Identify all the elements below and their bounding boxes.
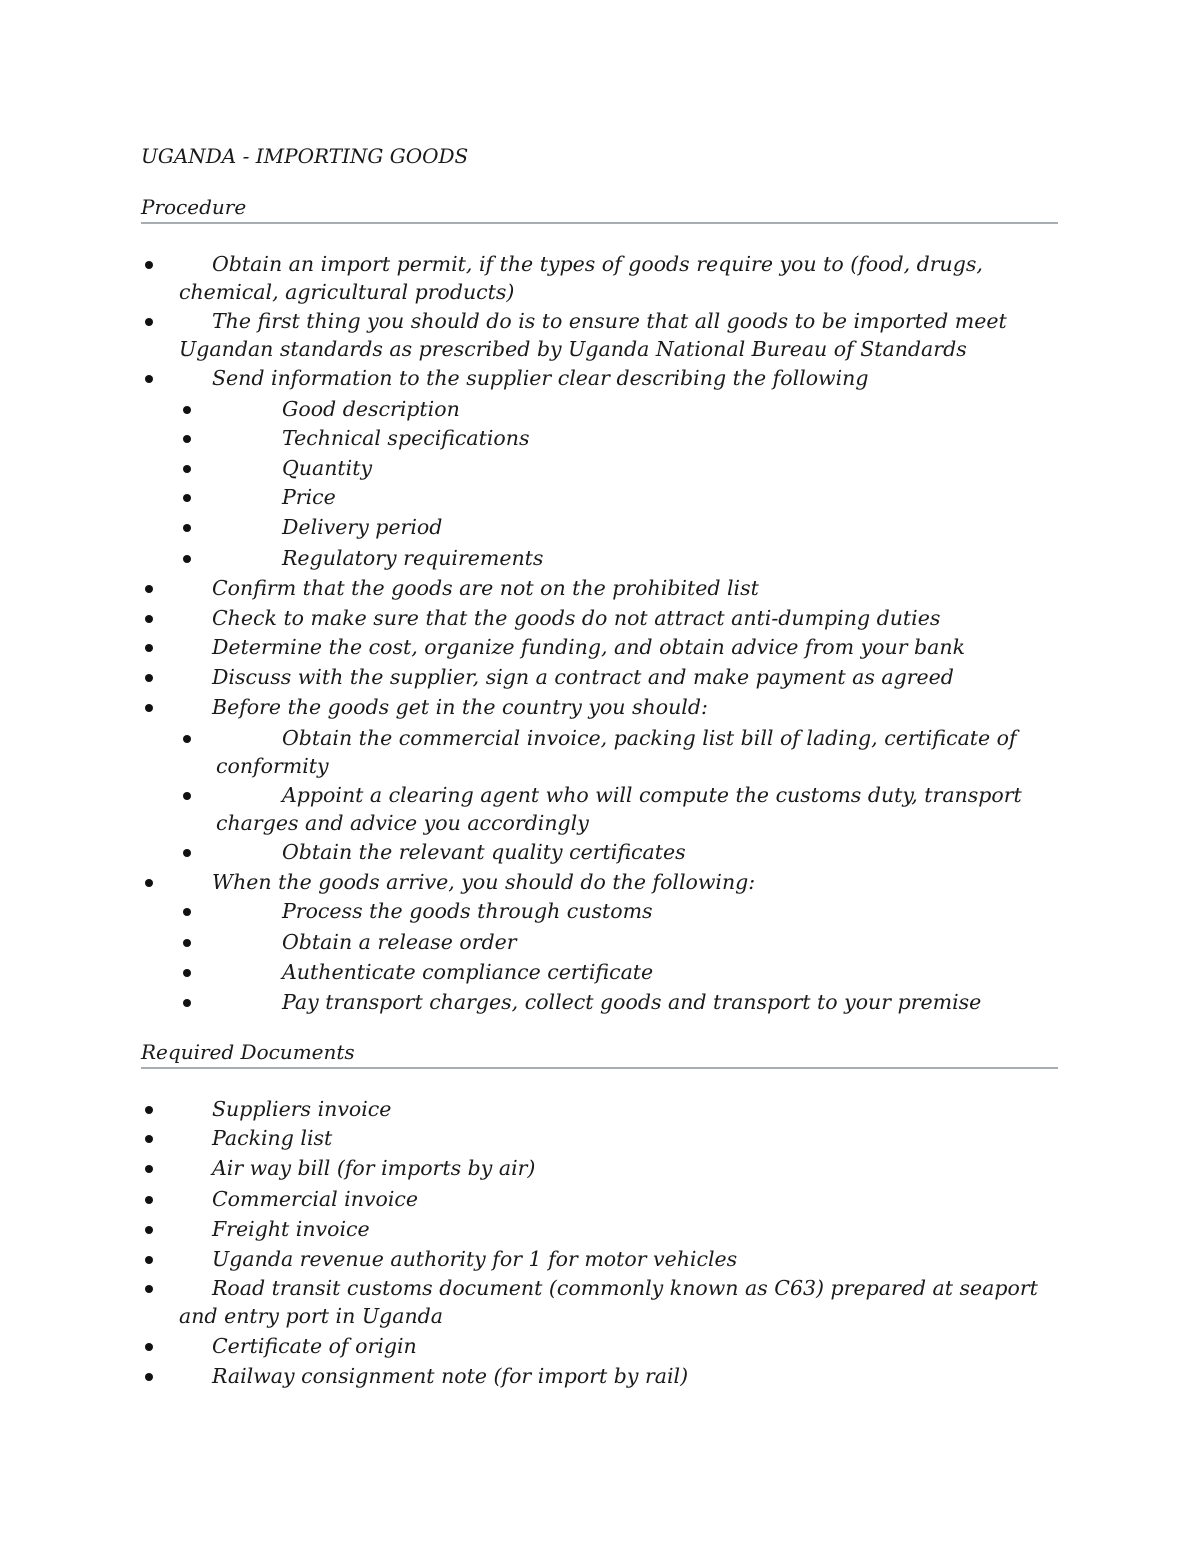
bullet-icon bbox=[145, 704, 153, 712]
list-item: Obtain a release order bbox=[216, 928, 1061, 956]
bullet-icon bbox=[145, 615, 153, 623]
document-title: UGANDA - IMPORTING GOODS bbox=[141, 144, 469, 168]
bullet-icon bbox=[145, 644, 153, 652]
bullet-icon bbox=[183, 494, 191, 502]
bullet-icon bbox=[183, 849, 191, 857]
list-item: The first thing you should do is to ensure that all goods to be imported meet Ugandan standards as prescribed by Uganda National Bureau of Standards bbox=[179, 307, 1059, 363]
bullet-icon bbox=[183, 969, 191, 977]
bullet-icon bbox=[145, 1165, 153, 1173]
bullet-icon bbox=[145, 375, 153, 383]
list-item: Regulatory requirements bbox=[216, 544, 1061, 572]
list-item: Obtain the relevant quality certificates bbox=[216, 838, 1061, 866]
list-item: Process the goods through customs bbox=[216, 897, 1061, 925]
list-item: Railway consignment note (for import by rail) bbox=[179, 1362, 1059, 1390]
bullet-icon bbox=[183, 939, 191, 947]
list-item: Delivery period bbox=[216, 513, 1061, 541]
list-item: Good description bbox=[216, 395, 1061, 423]
bullet-icon bbox=[145, 1256, 153, 1264]
bullet-icon bbox=[145, 879, 153, 887]
bullet-icon bbox=[145, 1343, 153, 1351]
bullet-icon bbox=[145, 1226, 153, 1234]
bullet-icon bbox=[145, 1373, 153, 1381]
bullet-icon bbox=[145, 1135, 153, 1143]
bullet-icon bbox=[183, 735, 191, 743]
list-item: Determine the cost, organize funding, and obtain advice from your bank bbox=[179, 633, 1059, 661]
bullet-icon bbox=[145, 1196, 153, 1204]
list-item: Freight invoice bbox=[179, 1215, 1059, 1243]
bullet-icon bbox=[145, 585, 153, 593]
bullet-icon bbox=[145, 1285, 153, 1293]
list-item: Discuss with the supplier, sign a contract and make payment as agreed bbox=[179, 663, 1059, 691]
list-item: Check to make sure that the goods do not attract anti-dumping duties bbox=[179, 604, 1059, 632]
list-item: Price bbox=[216, 483, 1061, 511]
list-item: Packing list bbox=[179, 1124, 1059, 1152]
list-item: Pay transport charges, collect goods and transport to your premise bbox=[216, 988, 1061, 1016]
list-item: Air way bill (for imports by air) bbox=[179, 1154, 1059, 1182]
list-item: Obtain the commercial invoice, packing list bill of lading, certificate of conformity bbox=[216, 724, 1061, 780]
list-item: Appoint a clearing agent who will compute the customs duty, transport charges and advice you accordingly bbox=[216, 781, 1061, 837]
list-item: Commercial invoice bbox=[179, 1185, 1059, 1213]
list-item: Send information to the supplier clear describing the following bbox=[179, 364, 1059, 392]
list-item: Authenticate compliance certificate bbox=[216, 958, 1061, 986]
bullet-icon bbox=[145, 674, 153, 682]
bullet-icon bbox=[183, 999, 191, 1007]
bullet-icon bbox=[183, 908, 191, 916]
bullet-icon bbox=[183, 792, 191, 800]
bullet-icon bbox=[145, 261, 153, 269]
bullet-icon bbox=[145, 318, 153, 326]
list-item: Obtain an import permit, if the types of goods require you to (food, drugs, chemical, agricultural products) bbox=[179, 250, 1059, 306]
section-heading-procedure: Procedure bbox=[141, 193, 1058, 224]
list-item: Technical specifications bbox=[216, 424, 1061, 452]
bullet-icon bbox=[183, 435, 191, 443]
list-item: Uganda revenue authority for 1 for motor vehicles bbox=[179, 1245, 1059, 1273]
list-item: Before the goods get in the country you should: bbox=[179, 693, 1059, 721]
list-item: When the goods arrive, you should do the following: bbox=[179, 868, 1059, 896]
section-heading-required-documents: Required Documents bbox=[141, 1038, 1058, 1069]
list-item: Road transit customs document (commonly known as C63) prepared at seaport and entry port in Uganda bbox=[179, 1274, 1059, 1330]
bullet-icon bbox=[183, 406, 191, 414]
list-item: Certificate of origin bbox=[179, 1332, 1059, 1360]
bullet-icon bbox=[183, 524, 191, 532]
bullet-icon bbox=[145, 1106, 153, 1114]
list-item: Quantity bbox=[216, 454, 1061, 482]
list-item: Suppliers invoice bbox=[179, 1095, 1059, 1123]
list-item: Confirm that the goods are not on the prohibited list bbox=[179, 574, 1059, 602]
bullet-icon bbox=[183, 555, 191, 563]
bullet-icon bbox=[183, 465, 191, 473]
